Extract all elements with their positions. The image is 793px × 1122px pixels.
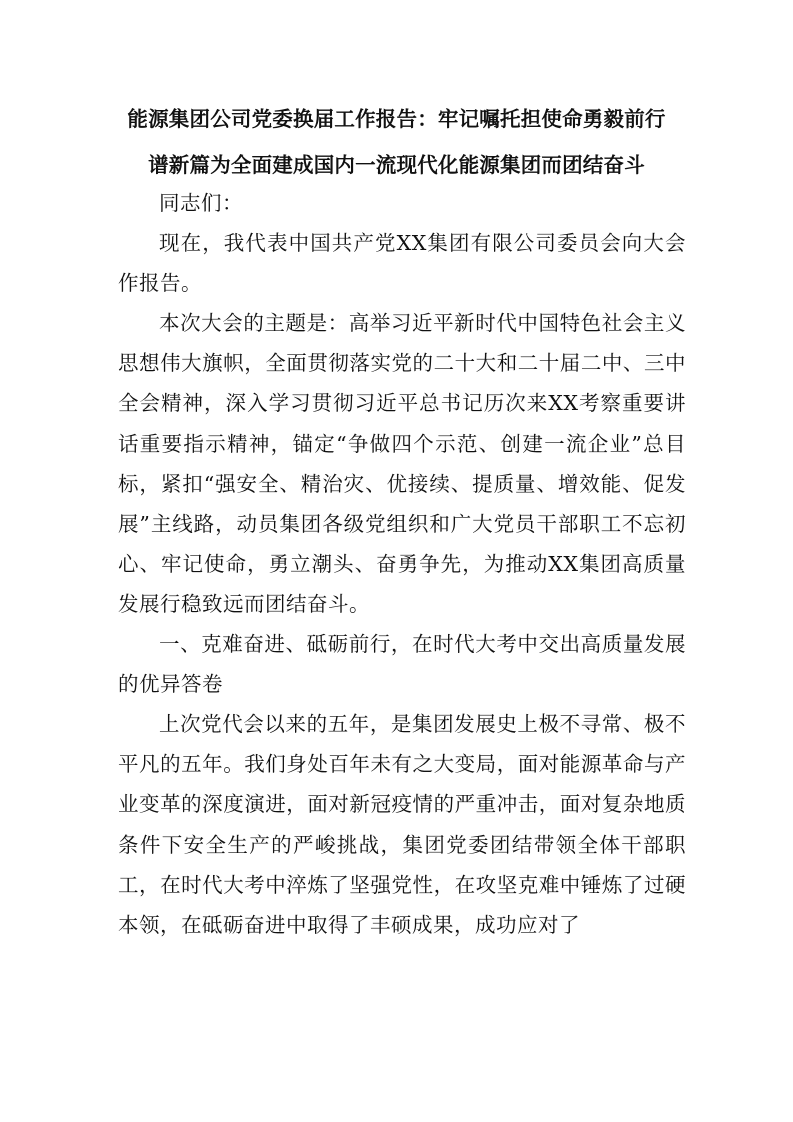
report-body [118,183,686,945]
report-title [100,96,693,188]
title-line-2: 谱新篇为全面建成国内一流现代化能源集团而团结奋斗 [148,153,645,177]
opening-paragraph: 现在，我代表中国共产党XX集团有限公司委员会向大会作报告。 [118,231,686,296]
salutation: 同志们： [159,191,243,215]
title-line-1: 能源集团公司党委换届工作报告：牢记嘱托担使命勇毅前行 [127,107,666,131]
section-paragraph: 上次党代会以来的五年，是集团发展史上极不寻常、极不平凡的五年。我们身处百年未有之大变局，面对能源革命与产业变革的深度演进，面对新冠疫情的严重冲击，面对复杂地质条件下安全生产的严峻挑战，集团党委团结带领全体干部职工，在时代大考中淬炼了坚强党性，在攻坚克难中锤炼了过硬本领，在砥砺奋进中取得了丰硕成果，成功应对了 [118,712,686,937]
section-heading: 一、克难奋进、砥砺前行，在时代大考中交出高质量发展的优异答卷 [118,632,686,697]
theme-paragraph: 本次大会的主题是：高举习近平新时代中国特色社会主义思想伟大旗帜，全面贯彻落实党的二十大和二十届二中、三中全会精神，深入学习贯彻习近平总书记历次来XX考察重要讲话重要指示精神，锚定“争做四个示范、创建一流企业”总目标，紧扣“强安全、精治灾、优接续、提质量、增效能、促发展”主线路，动员集团各级党组织和广大党员干部职工不忘初心、牢记使命，勇立潮头、奋勇争先，为推动XX集团高质量发展行稳致远而团结奋斗。 [118,311,686,616]
